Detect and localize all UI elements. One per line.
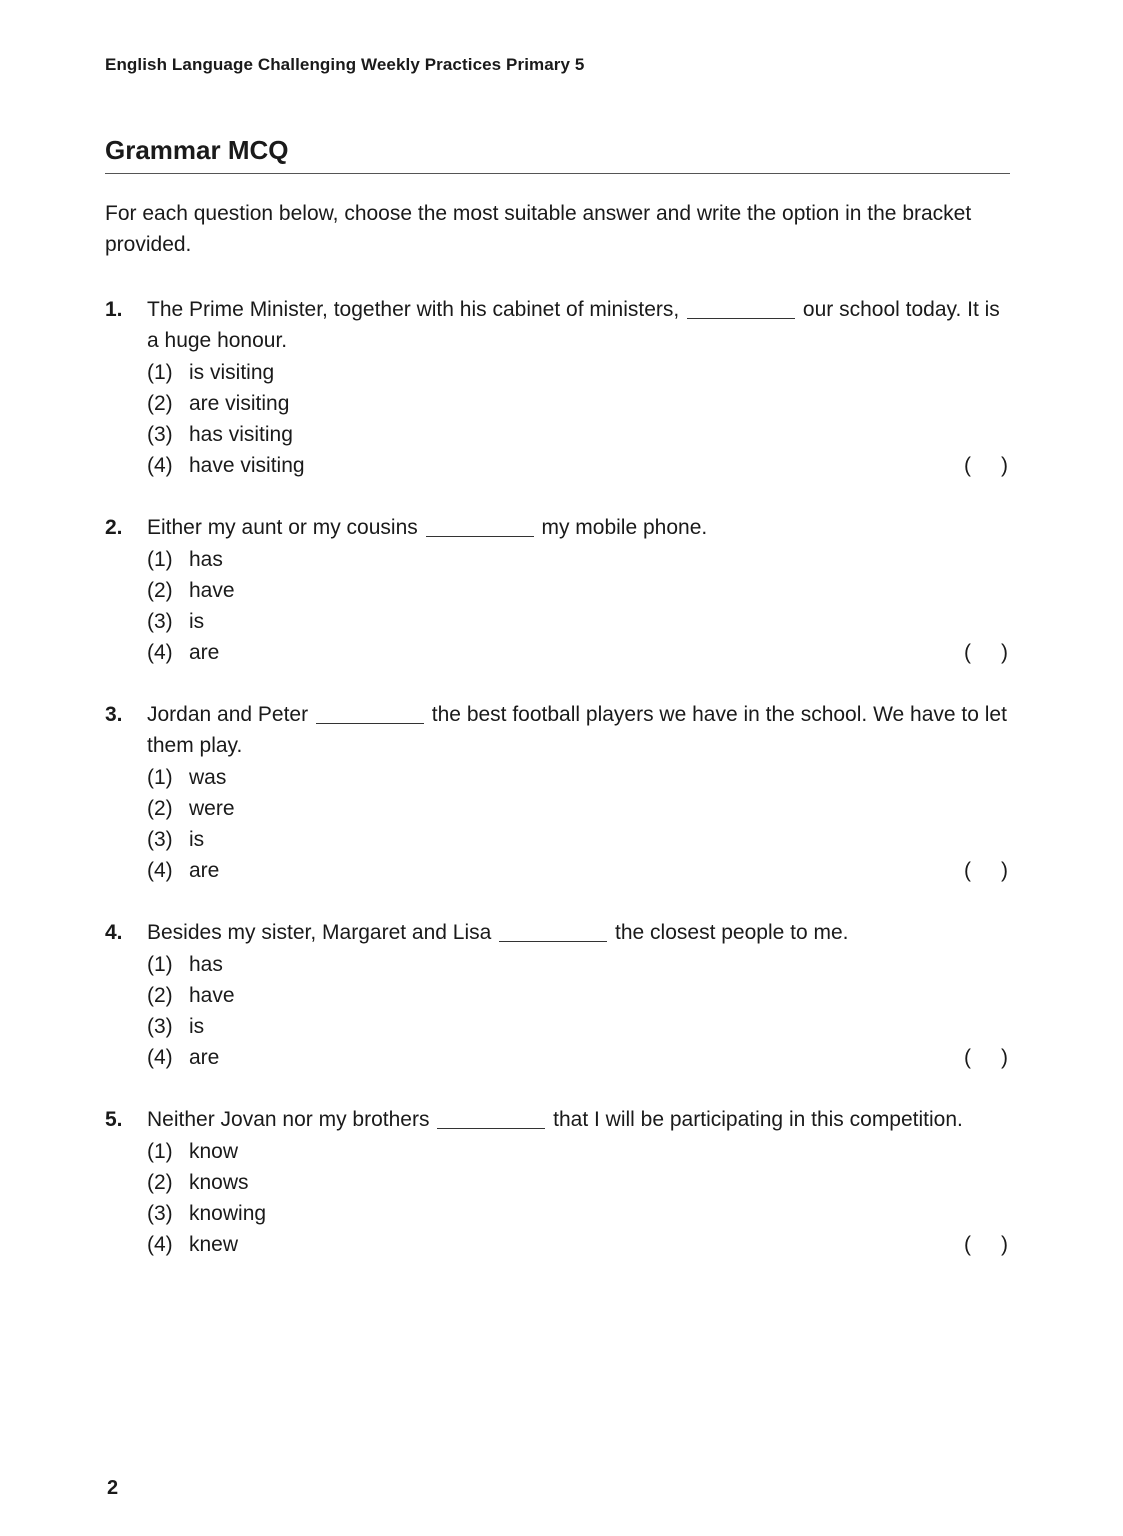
question-text (147, 699, 1010, 761)
question-text (147, 1104, 1010, 1135)
bracket-close: ) (1001, 859, 1008, 882)
question-text-after: my mobile phone. (541, 516, 708, 539)
answer-bracket (964, 855, 1010, 886)
option-label: was (189, 766, 227, 789)
question-number: 1. (105, 298, 123, 321)
option-row (147, 762, 1010, 793)
question-text-after: the best football players we have in the school. We have to let them play. (147, 703, 1007, 757)
option-number: (3) (147, 610, 173, 633)
option-label: has visiting (189, 423, 293, 446)
option-row (147, 1042, 1010, 1073)
option-label: knew (189, 1233, 239, 1256)
question-text (147, 917, 1010, 948)
question-number: 3. (105, 703, 123, 726)
question-body (147, 294, 1010, 481)
question-number: 4. (105, 921, 123, 944)
question-text-before: The Prime Minister, together with his cabinet of ministers, (147, 298, 680, 321)
option-number: (2) (147, 392, 173, 415)
option-number: (2) (147, 984, 173, 1007)
question-body (147, 1104, 1010, 1260)
bracket-close: ) (1001, 641, 1008, 664)
question-text-after: that I will be participating in this competition. (553, 1108, 963, 1131)
bracket-close: ) (1001, 454, 1008, 477)
option-number: (1) (147, 766, 173, 789)
blank-line (687, 298, 795, 319)
question-text (147, 294, 1010, 356)
question-body (147, 699, 1010, 886)
answer-bracket (964, 450, 1010, 481)
answer-bracket (964, 1042, 1010, 1073)
option-label: have visiting (189, 454, 305, 477)
option-number: (1) (147, 361, 173, 384)
bracket-close: ) (1001, 1233, 1008, 1256)
option-number: (3) (147, 828, 173, 851)
option-label: has (189, 548, 223, 571)
option-row (147, 419, 1010, 450)
bracket-open: ( (964, 454, 971, 477)
question-text-before: Besides my sister, Margaret and Lisa (147, 921, 492, 944)
bracket-open: ( (964, 859, 971, 882)
option-label: know (189, 1140, 239, 1163)
question-text-after: the closest people to me. (615, 921, 849, 944)
page-number: 2 (107, 1477, 119, 1499)
blank-line (499, 921, 607, 942)
question-number: 2. (105, 516, 123, 539)
question-text-before: Neither Jovan nor my brothers (147, 1108, 430, 1131)
option-label: are (189, 859, 220, 882)
option-row (147, 606, 1010, 637)
option-row (147, 1229, 1010, 1260)
option-row (147, 949, 1010, 980)
question-body (147, 512, 1010, 668)
bracket-open: ( (964, 1233, 971, 1256)
section-title: Grammar MCQ (105, 135, 1010, 174)
bracket-open: ( (964, 1046, 971, 1069)
option-row (147, 1136, 1010, 1167)
question-item (105, 917, 1010, 1073)
option-label: is (189, 1015, 205, 1038)
option-label: has (189, 953, 223, 976)
option-label: are (189, 1046, 220, 1069)
option-label: have (189, 579, 235, 602)
option-row (147, 575, 1010, 606)
option-number: (2) (147, 579, 173, 602)
option-label: is (189, 828, 205, 851)
option-row (147, 637, 1010, 668)
option-number: (4) (147, 859, 173, 882)
question-text-before: Either my aunt or my cousins (147, 516, 418, 539)
question-text-after: our school today. It is a huge honour. (147, 298, 1000, 352)
option-row (147, 388, 1010, 419)
option-number: (1) (147, 1140, 173, 1163)
option-row (147, 855, 1010, 886)
option-number: (2) (147, 1171, 173, 1194)
option-number: (4) (147, 454, 173, 477)
option-row (147, 980, 1010, 1011)
option-number: (3) (147, 1015, 173, 1038)
option-row (147, 357, 1010, 388)
option-label: have (189, 984, 235, 1007)
option-number: (3) (147, 423, 173, 446)
option-row (147, 544, 1010, 575)
question-item (105, 294, 1010, 481)
blank-line (437, 1108, 545, 1129)
option-row (147, 824, 1010, 855)
question-text-before: Jordan and Peter (147, 703, 309, 726)
question-item (105, 1104, 1010, 1260)
header-title: English Language Challenging Weekly Practices Primary 5 (105, 55, 585, 74)
option-label: knowing (189, 1202, 267, 1225)
option-row (147, 1167, 1010, 1198)
option-label: knows (189, 1171, 249, 1194)
option-number: (1) (147, 953, 173, 976)
blank-line (316, 703, 424, 724)
option-label: are (189, 641, 220, 664)
option-number: (3) (147, 1202, 173, 1225)
option-number: (2) (147, 797, 173, 820)
answer-bracket (964, 1229, 1010, 1260)
option-row (147, 1011, 1010, 1042)
option-label: were (189, 797, 235, 820)
option-row (147, 450, 1010, 481)
question-body (147, 917, 1010, 1073)
question-number: 5. (105, 1108, 123, 1131)
option-number: (1) (147, 548, 173, 571)
answer-bracket (964, 637, 1010, 668)
option-row (147, 1198, 1010, 1229)
bracket-close: ) (1001, 1046, 1008, 1069)
option-row (147, 793, 1010, 824)
question-text (147, 512, 1010, 543)
option-number: (4) (147, 1233, 173, 1256)
option-number: (4) (147, 641, 173, 664)
option-label: is (189, 610, 205, 633)
question-item (105, 699, 1010, 886)
question-item (105, 512, 1010, 668)
option-label: are visiting (189, 392, 290, 415)
bracket-open: ( (964, 641, 971, 664)
option-number: (4) (147, 1046, 173, 1069)
option-label: is visiting (189, 361, 275, 384)
blank-line (426, 516, 534, 537)
instructions-text: For each question below, choose the most suitable answer and write the option in the bracket provided. (105, 202, 972, 256)
